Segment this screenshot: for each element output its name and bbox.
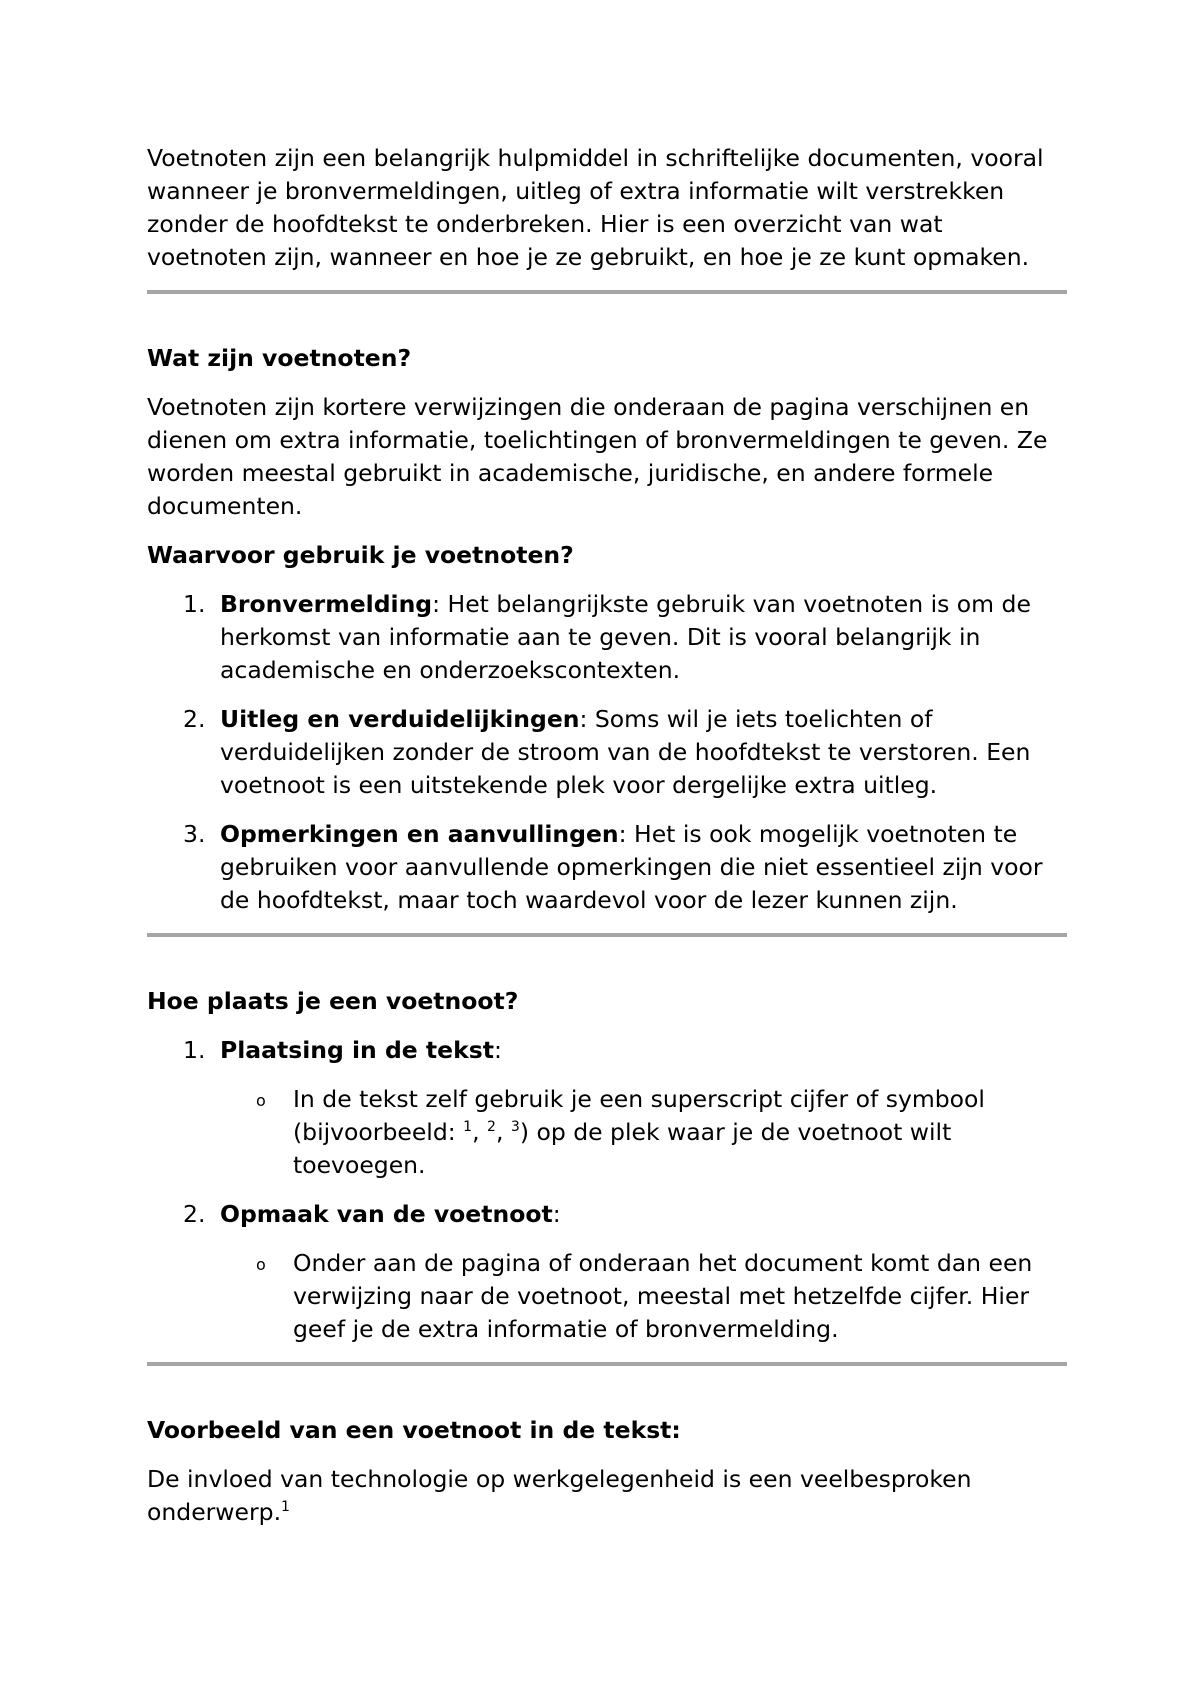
list-item-term: Plaatsing in de tekst xyxy=(220,1036,494,1064)
list-item-term: Opmaak van de voetnoot xyxy=(220,1200,553,1228)
section-paragraph: Voetnoten zijn kortere verwijzingen die onderaan de pagina verschijnen en dienen om extra informatie, toelichtingen of bronvermeldingen te geven. Ze worden meestal gebruikt in academische, juridische, en andere formele documenten. xyxy=(147,393,1048,520)
sublist-text-before: In de tekst zelf gebruik je een superscript cijfer of symbool (bijvoorbeeld: xyxy=(293,1085,985,1146)
example-text: De invloed van technologie op werkgelegenheid is een veelbesproken onderwerp. xyxy=(147,1465,972,1526)
subheading-waarvoor: Waarvoor gebruik je voetnoten? xyxy=(147,541,574,569)
sublist-item xyxy=(220,1247,1067,1346)
list-item-text: : Soms wil je iets toelichten of verduidelijken zonder de stroom van de hoofdtekst te verstoren. Een voetnoot is een uitstekende plek voor dergelijke extra uitleg. xyxy=(220,705,1031,799)
circle-bullet-icon: o xyxy=(256,1091,266,1110)
numbered-list-placement xyxy=(147,1034,1067,1346)
list-item xyxy=(147,588,1067,687)
list-number: 2. xyxy=(183,705,206,733)
bullet-sublist xyxy=(220,1083,1067,1182)
footnote-marker: 1 xyxy=(281,1499,290,1515)
document-page xyxy=(147,142,1067,1529)
horizontal-rule xyxy=(147,290,1067,294)
list-item-text: : Het belangrijkste gebruik van voetnoten is om de herkomst van informatie aan te geven. Dit is vooral belangrijk in academische en onderzoekscontexten. xyxy=(220,590,1031,684)
circle-bullet-icon: o xyxy=(256,1255,266,1274)
superscript-3: 3 xyxy=(510,1119,520,1135)
list-item xyxy=(147,1198,1067,1346)
horizontal-rule xyxy=(147,1362,1067,1366)
list-item-term: Opmerkingen en aanvullingen xyxy=(220,820,619,848)
list-item xyxy=(147,703,1067,802)
list-item-term: Bronvermelding xyxy=(220,590,433,618)
horizontal-rule xyxy=(147,933,1067,937)
sublist-item xyxy=(220,1083,1067,1182)
section-heading-wat-zijn-voetnoten: Wat zijn voetnoten? xyxy=(147,344,412,372)
list-number: 1. xyxy=(183,590,206,618)
list-item-colon: : xyxy=(552,1200,561,1228)
numbered-list-uses xyxy=(147,588,1067,917)
section-heading-hoe-plaats: Hoe plaats je een voetnoot? xyxy=(147,987,519,1015)
list-item xyxy=(147,1034,1067,1182)
sublist-text: Onder aan de pagina of onderaan het document komt dan een verwijzing naar de voetnoot, meestal met hetzelfde cijfer. Hier geef je de extra informatie of bronvermelding. xyxy=(293,1249,1033,1343)
separator: , xyxy=(495,1118,511,1146)
example-paragraph xyxy=(147,1463,1067,1529)
list-number: 3. xyxy=(183,820,206,848)
intro-paragraph: Voetnoten zijn een belangrijk hulpmiddel in schriftelijke documenten, vooral wanneer je bronvermeldingen, uitleg of extra informatie wilt verstrekken zonder de hoofdtekst te onderbreken. Hier is een overzicht van wat voetnoten zijn, wanneer en hoe je ze gebruikt, en hoe je ze kunt opmaken. xyxy=(147,144,1044,271)
section-heading-voorbeeld: Voorbeeld van een voetnoot in de tekst: xyxy=(147,1416,681,1444)
separator: , xyxy=(472,1118,488,1146)
list-number: 2. xyxy=(183,1200,206,1228)
list-item-text: : Het is ook mogelijk voetnoten te gebruiken voor aanvullende opmerkingen die niet essentieel zijn voor de hoofdtekst, maar toch waardevol voor de lezer kunnen zijn. xyxy=(220,820,1043,914)
list-item xyxy=(147,818,1067,917)
sublist-text-after: ) op de plek waar je de voetnoot wilt toevoegen. xyxy=(293,1118,952,1179)
list-number: 1. xyxy=(183,1036,206,1064)
list-item-term: Uitleg en verduidelijkingen xyxy=(220,705,580,733)
list-item-colon: : xyxy=(493,1036,502,1064)
bullet-sublist xyxy=(220,1247,1067,1346)
superscript-2: 2 xyxy=(487,1119,496,1135)
superscript-1: 1 xyxy=(463,1119,473,1135)
